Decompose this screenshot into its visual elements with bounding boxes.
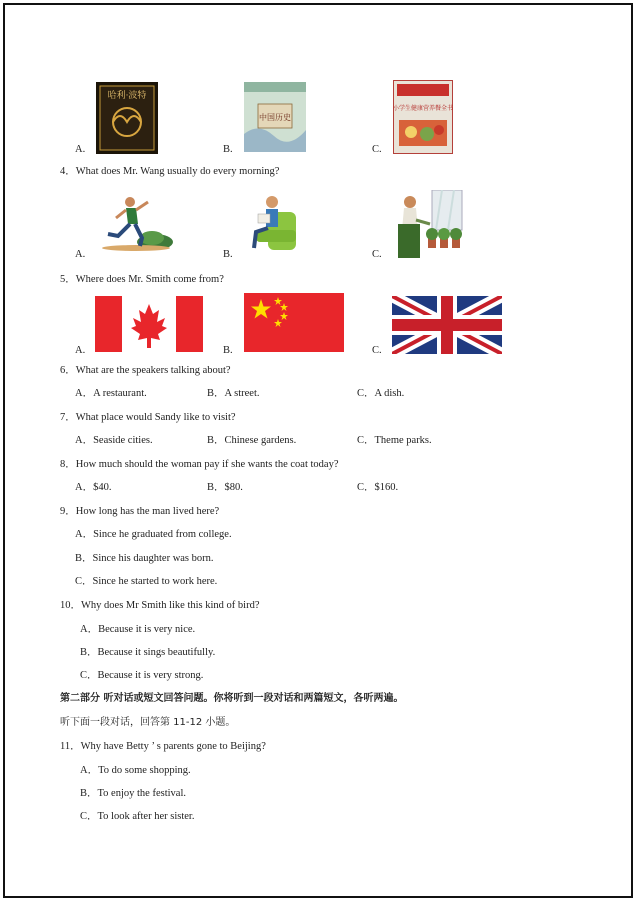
q4-option-b-label: B. <box>223 249 233 260</box>
q3-b-book-title: 中国历史 <box>259 113 291 122</box>
uk-flag-image <box>392 296 502 354</box>
q5-question: 5．Where does Mr. Smith come from? <box>60 274 224 285</box>
q6-option-b: B．A street. <box>207 388 260 399</box>
q9-option-a: A．Since he graduated from college. <box>75 529 232 540</box>
q8-option-b: B．$80. <box>207 482 243 493</box>
q4-option-a-label: A. <box>75 249 86 260</box>
q3-option-b-label: B. <box>223 144 233 155</box>
q6-option-c: C．A dish. <box>357 388 405 399</box>
q10-option-a: A．Because it is very nice. <box>80 624 196 635</box>
q3-option-c-label: C. <box>372 144 382 155</box>
q3-a-book-title: 哈利·波特 <box>107 91 147 101</box>
q10-question: 10．Why does Mr Smith like this kind of bird? <box>60 600 260 611</box>
q6-question: 6．What are the speakers talking about? <box>60 365 231 376</box>
q7-option-c: C．Theme parks. <box>357 435 432 446</box>
harry-potter-book-image <box>96 82 158 154</box>
canada-flag-image <box>95 296 203 352</box>
nutrition-book-image <box>393 80 453 154</box>
q7-option-b: B．Chinese gardens. <box>207 435 297 446</box>
q5-option-a-label: A. <box>75 345 86 356</box>
q8-question: 8．How much should the woman pay if she wants the coat today? <box>60 459 339 470</box>
q7-question: 7．What place would Sandy like to visit? <box>60 412 236 423</box>
watering-plants-image <box>396 190 466 258</box>
q4-question: 4．What does Mr. Wang usually do every morning? <box>60 166 280 177</box>
q10-option-c: C．Because it is very strong. <box>80 670 204 681</box>
q5-option-c-label: C. <box>372 345 382 356</box>
q11-question: 11．Why have Betty ’ s parents gone to Beijing? <box>60 741 266 752</box>
q11-option-b: B．To enjoy the festival. <box>80 788 186 799</box>
q8-option-c: C．$160. <box>357 482 399 493</box>
q11-option-a: A．To do some shopping. <box>80 765 191 776</box>
q4-option-c-label: C. <box>372 249 382 260</box>
q8-option-a: A．$40. <box>75 482 112 493</box>
q10-option-b: B．Because it sings beautifully. <box>80 647 216 658</box>
q6-option-a: A．A restaurant. <box>75 388 147 399</box>
q9-option-b: B．Since his daughter was born. <box>75 553 214 564</box>
q9-option-c: C．Since he started to work here. <box>75 576 218 587</box>
reading-man-image <box>250 192 298 254</box>
q11-option-c: C．To look after her sister. <box>80 811 195 822</box>
q3-c-book-title: 小学生健康营养餐全书 <box>393 105 453 112</box>
chinese-history-book-image <box>244 82 306 152</box>
china-flag-image <box>244 293 344 352</box>
q5-option-b-label: B. <box>223 345 233 356</box>
q9-question: 9．How long has the man lived here? <box>60 506 220 517</box>
part2-instruction: 听下面一段对话，回答第 11-12 小题。 <box>60 717 236 728</box>
part2-heading: 第二部分 听对话或短文回答问题。你将听到一段对话和两篇短文，各听两遍。 <box>60 693 404 704</box>
q3-option-a-label: A. <box>75 144 86 155</box>
running-man-image <box>100 192 176 252</box>
q7-option-a: A．Seaside cities. <box>75 435 153 446</box>
